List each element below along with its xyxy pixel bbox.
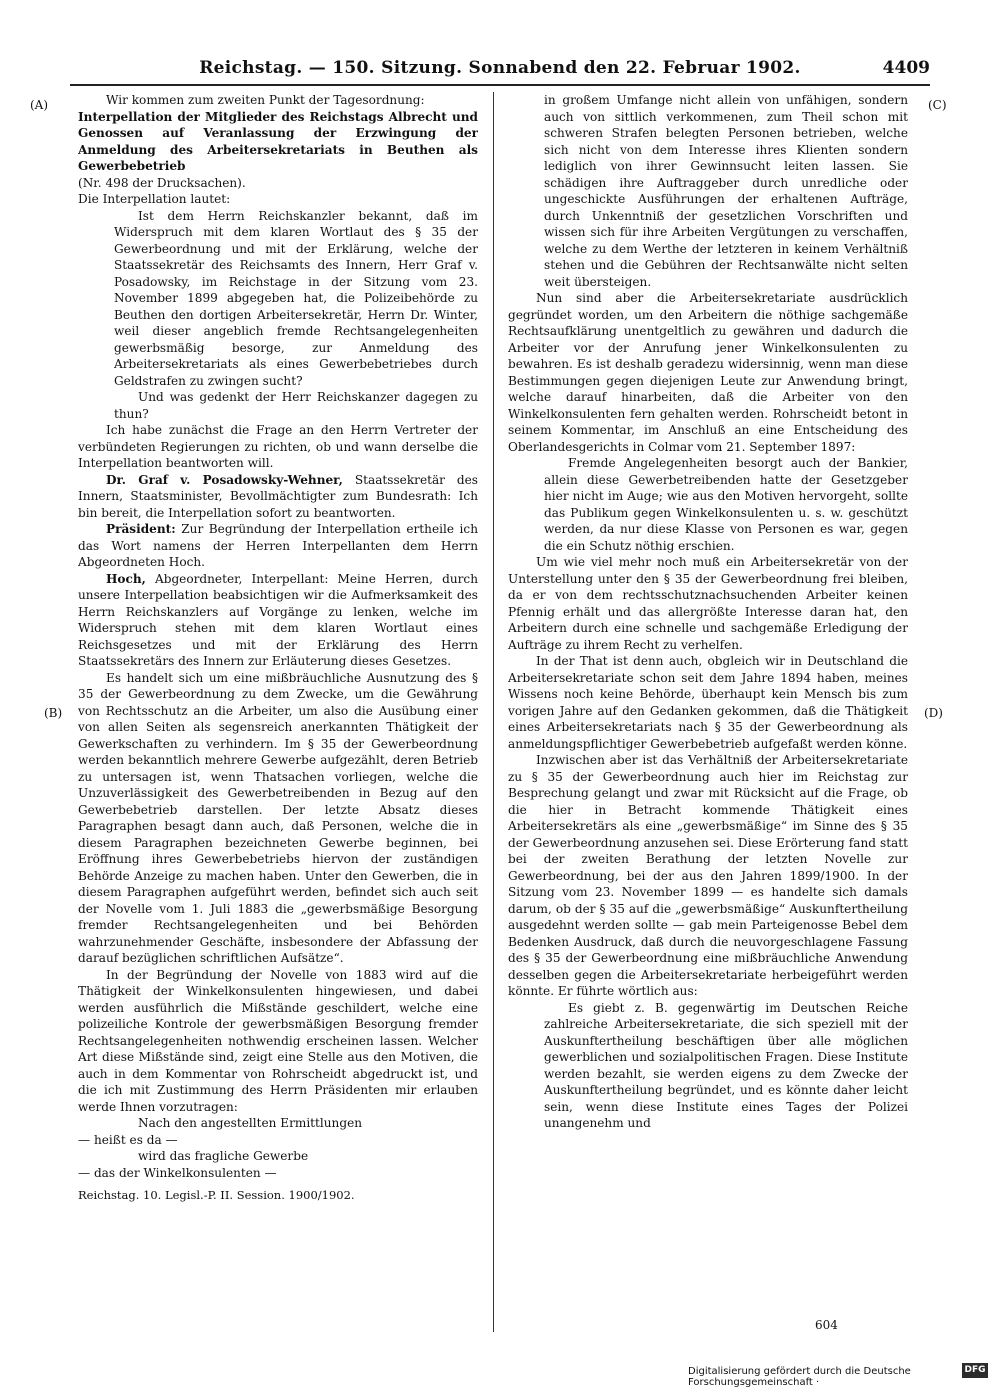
arbeitersekretaer-paragraph: Um wie viel mehr noch muß ein Arbeitersekretär von der Unterstellung unter den § 35 der Gewerbeordnung frei bleiben, da er von dem rechtsschutznachsuchenden Arbeiter keinen Pfennig erhält und das allergrößte Interesse daran hat, den Arbeitern durch eine schnelle und sachgemäße Erledigung der Aufträge zu ihrem Recht zu verhelfen.	[508, 555, 908, 652]
interpellation-question: Und was gedenkt der Herr Reichskanzer dagegen zu thun?	[114, 390, 478, 421]
marker-a: (A)	[30, 98, 49, 112]
arbeitersekretariate-paragraph: Nun sind aber die Arbeitersekretariate ausdrücklich gegründet worden, um den Arbeitern die nöthige sachgemäße Rechtsaufklärung unentgeltlich zu gewähren und dadurch die Arbeiter vor der Anrufung jener Winkelkonsulenten zu bewahren. Es ist deshalb geradezu widersinnig, wenn man diese Bestimmungen gegen diejenigen Leute zur Anwendung bringt, welche darauf hinarbeiten, daß die Arbeiter von den Winkelkonsulenten fern gehalten werden. Rohrscheidt betont in seinem Kommentar, im Anschluß an eine Entscheidung des Oberlandesgerichts in Colmar vom 21. September 1897:	[508, 291, 908, 454]
posadowsky-text: Staatssekretär des Innern, Staatsminister, Bevollmächtigter zum Bundesrath: Ich bin bereit, die Interpellation sofort zu beantworten.	[78, 472, 478, 520]
inzwischen-paragraph: Inzwischen aber ist das Verhältniß der Arbeitersekretariate zu § 35 der Gewerbeordnung auch hier im Reichstag zur Besprechung gelangt und zwar mit Rücksicht auf die Frage, ob die hier in Betracht kommende Thätigkeit eines Arbeitersekretärs als eine „gewerbsmäßige“ im Sinne des § 35 der Gewerbeordnung anzusehen sei. Diese Erörterung fand statt bei der zweiten Berathung der letzten Novelle zur Gewerbeordnung, bei der aus den Jahren 1899/1900. In der Sitzung vom 23. November 1899 — es handelte sich damals darum, ob der § 35 auf die „gewerbsmäßige“ Auskunftertheilung ausgedehnt werden sollte — gab mein Parteigenosse Bebel dem Bedenken Ausdruck, daß durch die neuvorgeschlagene Fassung des § 35 der Gewerbeordnung eine mißbräuchliche Anwendung desselben gegen die Arbeitersekretariate herbeigeführt werden könnte. Er führte wörtlich aus:	[508, 753, 908, 998]
motive-quote-aside-2: — das der Winkelkonsulenten —	[78, 1165, 277, 1180]
dfg-footer-text: Digitalisierung gefördert durch die Deutsche Forschungsgemeinschaft ·	[688, 1366, 911, 1388]
motive-quote-body: in großem Umfange nicht allein von unfähigen, sondern auch von sittlich verkommenen, zum Theil schon mit schweren Strafen belegten Personen betrieben, welche sich nicht von dem Interesse ihres Klienten sondern lediglich von ihrer Gewinnsucht leiten lassen. Sie schädigen ihre Auftraggeber durch unredliche oder ungeschickte Ausführungen der erhaltenen Aufträge, durch Unkenntniß der gesetzlichen Vorschriften und wissen sich für ihre Arbeiten Vergütungen zu verschaffen, welche zu dem Werthe der letzteren in keinem Verhältniß stehen und die Gebühren der Rechtsanwälte nicht selten weit übersteigen.	[544, 93, 908, 289]
dfg-logo-icon: DFG	[962, 1363, 988, 1378]
motive-quote-aside: — heißt es da —	[78, 1132, 178, 1147]
rohrscheidt-quote: Fremde Angelegenheiten besorgt auch der Bankier, allein diese Gewerbetreibenden hatte der Gesetzgeber hier nicht im Auge; wie aus den Motiven hervorgeht, sollte das Publikum gegen Winkelkonsulenten u. s. w. geschützt werden, da nur diese Klasse von Personen es war, gegen die ein Schutz nöthig erschien.	[544, 456, 908, 553]
header-page-number: 4409	[882, 58, 930, 78]
novelle-1883-paragraph: In der Begründung der Novelle von 1883 wird auf die Thätigkeit der Winkelkonsulenten hingewiesen, und dabei werden ausführlich die Mißstände geschildert, welche eine polizeiliche Kontrole der gewerbsmäßigen Besorgung fremder Rechtsangelegenheiten nothwendig erscheinen lassen. Welcher Art diese Mißstände sind, zeigt eine Stelle aus den Motiven, die auch in dem Kommentar von Rohrscheidt abgedruckt ist, und die ich mit Zustimmung des Herrn Präsidenten mir erlauben werde Ihnen vorzutragen:	[78, 967, 478, 1114]
president-text: Zur Begründung der Interpellation ertheile ich das Wort namens der Herren Interpellanten dem Herrn Abgeordneten Hoch.	[78, 522, 478, 569]
page-header	[70, 52, 930, 86]
president-question: Ich habe zunächst die Frage an den Herrn Vertreter der verbündeten Regierungen zu richten, ob und wann derselbe die Interpellation beantworten will.	[78, 423, 478, 470]
marker-c: (C)	[928, 98, 947, 112]
marker-d: (D)	[924, 706, 943, 720]
interpellation-ref: (Nr. 498 der Drucksachen).	[78, 175, 246, 190]
interpellation-text: Ist dem Herrn Reichskanzler bekannt, daß im Widerspruch mit dem klaren Wortlaut des § 35 der Gewerbeordnung und mit der Erklärung, welche der Staatssekretär des Reichsamts des Innern, Herr Graf v. Posadowsky, im Reichstage in der Sitzung vom 23. November 1899 abgegeben hat, die Polizeibehörde zu Beuthen den dortigen Arbeitersekretär, Herrn Dr. Winter, weil dieser angeblich fremde Rechtsangelegenheiten gewerbsmäßig besorge, zur Anmeldung des Arbeitersekretariats als eines Gewerbebetriebes durch Geldstrafen zu zwingen sucht?	[114, 208, 478, 388]
sheet-number: 604	[815, 1318, 838, 1332]
hoch-text: Abgeordneter, Interpellant: Meine Herren, durch unsere Interpellation beabsichtigen wir die Aufmerksamkeit des Herrn Reichskanzlers auf Vorgänge zu lenken, welche im Widerspruch stehen mit dem klaren Wortlaut eines Reichsgesetzes und mit der Erklärung des Herrn Staatssekretärs des Innern zur Erläuterung dieses Gesetzes.	[78, 571, 478, 668]
bebel-quote: Es giebt z. B. gegenwärtig im Deutschen Reiche zahlreiche Arbeitersekretariate, die sich speziell mit der Auskunftertheilung beschäftigen über alle möglichen gewerblichen und sozialpolitischen Fragen. Diese Institute werden bezahlt, sie werden eigens zu dem Zwecke der Auskunftertheilung begründet, und es könnte daher leicht sein, wenn diese Institute eines Tages der Polizei unangenehm und	[544, 1000, 908, 1130]
motive-quote-continued: wird das fragliche Gewerbe	[138, 1149, 309, 1163]
right-column	[508, 92, 908, 1324]
marker-b: (B)	[44, 706, 63, 720]
session-footnote: Reichstag. 10. Legisl.-P. II. Session. 1900/1902.	[78, 1188, 355, 1202]
speaker-posadowsky: Dr. Graf v. Posadowsky-Wehner,	[106, 472, 343, 487]
posadowsky-reply	[78, 472, 478, 522]
agenda-intro: Wir kommen zum zweiten Punkt der Tagesordnung:	[106, 93, 425, 107]
paragraph-35-explanation: Es handelt sich um eine mißbräuchliche Ausnutzung des § 35 der Gewerbeordnung zu dem Zwecke, um die Gewährung von Rechtsschutz an die Arbeiter, um also die Ausübung einer von allen Seiten als segensreich anerkannten Thätigkeit der Gewerkschaften zu verhindern. Im § 35 der Gewerbeordnung werden bekanntlich mehrere Gewerbe aufgezählt, deren Betrieb zu untersagen ist, wenn Thatsachen vorliegen, welche die Unzuverlässigkeit des Gewerbetreibenden in Bezug auf den Gewerbebetrieb darstellen. Der letzte Absatz dieses Paragraphen besagt dann auch, daß Personen, welche die in diesem Paragraphen bezeichneten Gewerbe beginnen, bei Eröffnung ihres Gewerbebetriebs hiervon der zuständigen Behörde Anzeige zu machen haben. Unter den Gewerben, die in diesem Paragraphen aufgeführt werden, befindet sich auch seit der Novelle vom 1. Juli 1883 die „gewerbsmäßige Besorgung fremder Rechtsangelegenheiten und bei Behörden wahrzunehmender Geschäfte, insbesondere der Abfassung der darauf bezüglichen schriftlichen Aufsätze“.	[78, 670, 478, 965]
that-paragraph: In der That ist denn auch, obgleich wir in Deutschland die Arbeitersekretariate schon seit dem Jahre 1894 haben, meines Wissens noch keine Behörde, überhaupt kein Mensch bis zum vorigen Jahre auf den Gedanken gekommen, daß die Thätigkeit eines Arbeitersekretariats nach § 35 der Gewerbeordnung als anmeldungspflichtiger Gewerbebetrieb aufgefaßt werden könne.	[508, 654, 908, 751]
hoch-speech	[78, 571, 478, 670]
column-divider	[493, 92, 494, 1332]
interpellation-lead: Die Interpellation lautet:	[78, 192, 231, 206]
motive-quote-start: Nach den angestellten Ermittlungen	[138, 1116, 363, 1130]
president-statement	[78, 521, 478, 571]
header-title: Reichstag. — 150. Sitzung. Sonnabend den 22. Februar 1902.	[199, 58, 801, 78]
left-column	[78, 92, 478, 1324]
interpellation-title: Interpellation der Mitglieder des Reichstags Albrecht und Genossen auf Veranlassung der Erzwingung der Anmeldung des Arbeitersekretariats in Beuthen als Gewerbebetrieb	[78, 109, 478, 173]
speaker-hoch: Hoch,	[106, 571, 146, 586]
speaker-president: Präsident:	[106, 522, 176, 536]
